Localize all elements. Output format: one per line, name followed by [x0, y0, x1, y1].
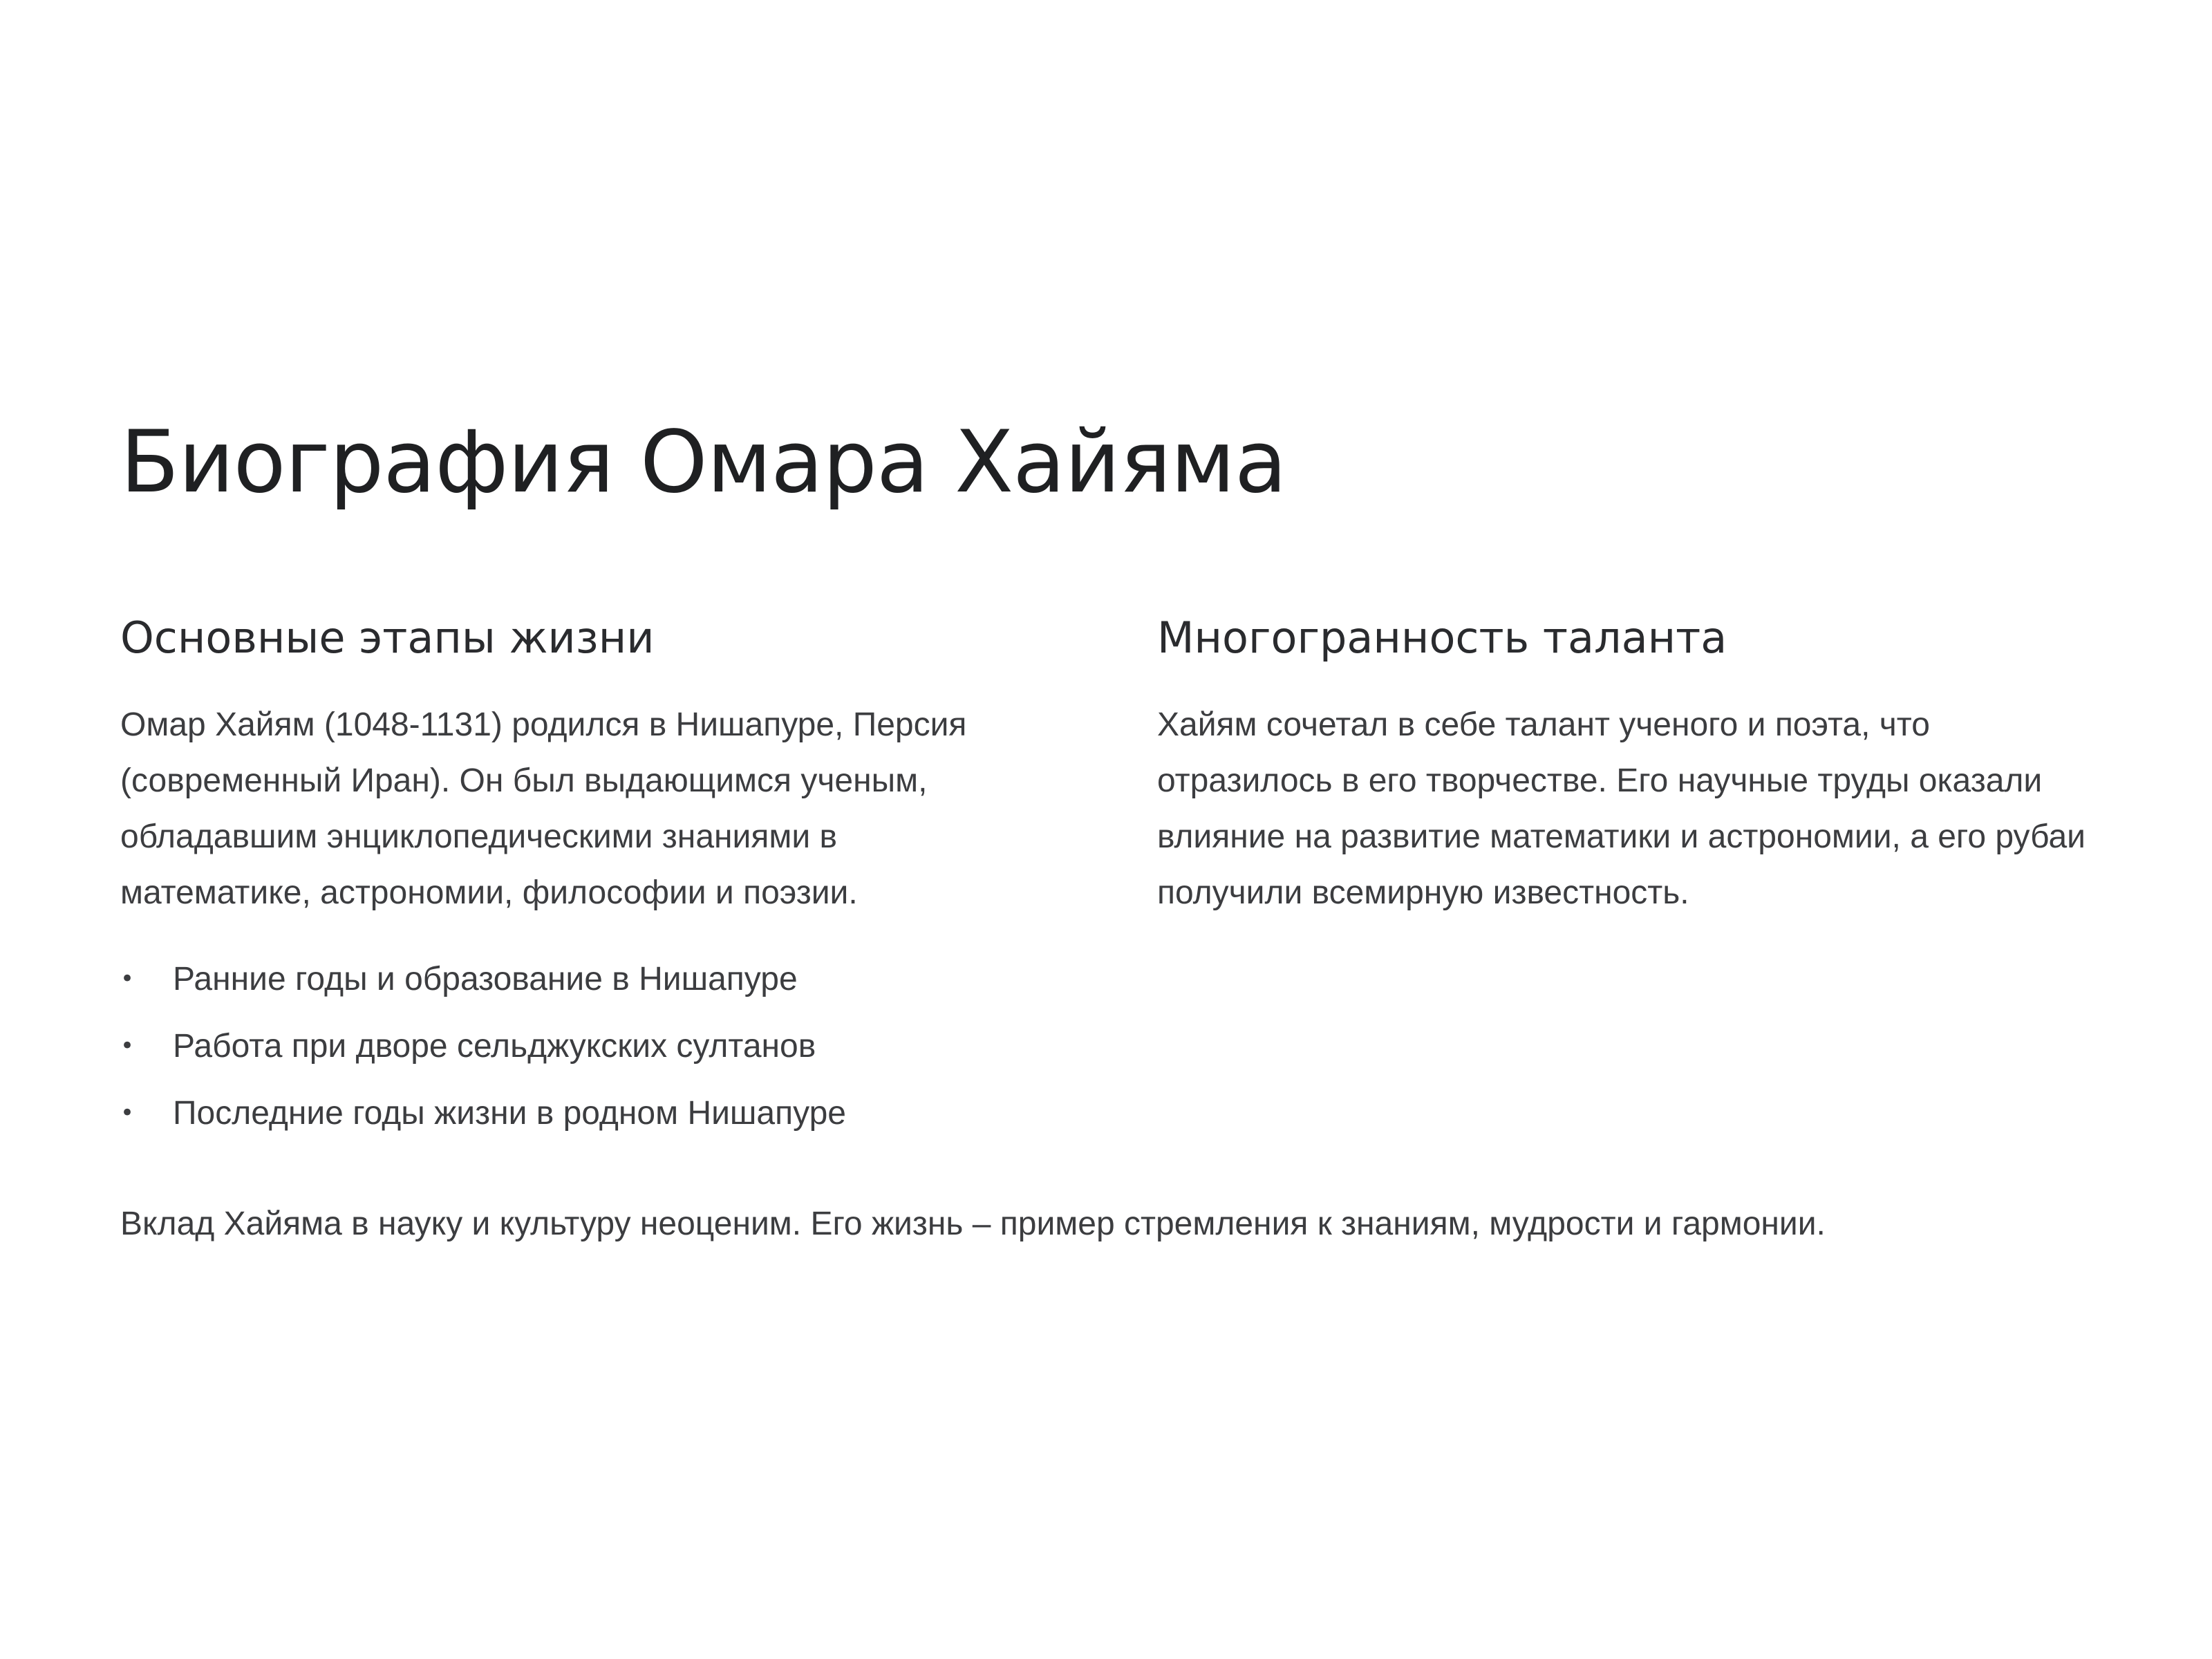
- left-column-heading: Основные этапы жизни: [120, 612, 655, 663]
- page-title: Биография Омара Хайяма: [120, 413, 1286, 512]
- right-column-paragraph: Хайям сочетал в себе талант ученого и поэта, что отразилось в его творчестве. Его научные труды оказали влияние на развитие математики и астрономии, а его рубаи получили всемирную известность.: [1157, 706, 2086, 911]
- list-item-text: Ранние годы и образование в Нишапуре: [173, 961, 798, 997]
- bullet-list: [120, 946, 1026, 1147]
- right-column-heading: Многогранность таланта: [1157, 612, 1727, 663]
- right-column: [1157, 606, 2092, 921]
- bullet-icon: •: [120, 1099, 135, 1127]
- left-column: [120, 606, 1026, 1147]
- bullet-icon: •: [120, 1032, 135, 1060]
- conclusion-text: Вклад Хайяма в науку и культуру неоценим. Его жизнь – пример стремления к знаниям, мудрости и гармонии.: [120, 1206, 1826, 1242]
- list-item: [120, 1013, 1026, 1080]
- left-column-paragraph: Омар Хайям (1048-1131) родился в Нишапуре, Персия (современный Иран). Он был выдающимся ученым, обладавшим энциклопедическими знаниями в математике, астрономии, философии и поэзии.: [120, 706, 967, 911]
- list-item: [120, 946, 1026, 1013]
- list-item: [120, 1080, 1026, 1147]
- list-item-text: Работа при дворе сельджукских султанов: [173, 1028, 816, 1065]
- list-item-text: Последние годы жизни в родном Нишапуре: [173, 1095, 846, 1132]
- bullet-icon: •: [120, 965, 135, 993]
